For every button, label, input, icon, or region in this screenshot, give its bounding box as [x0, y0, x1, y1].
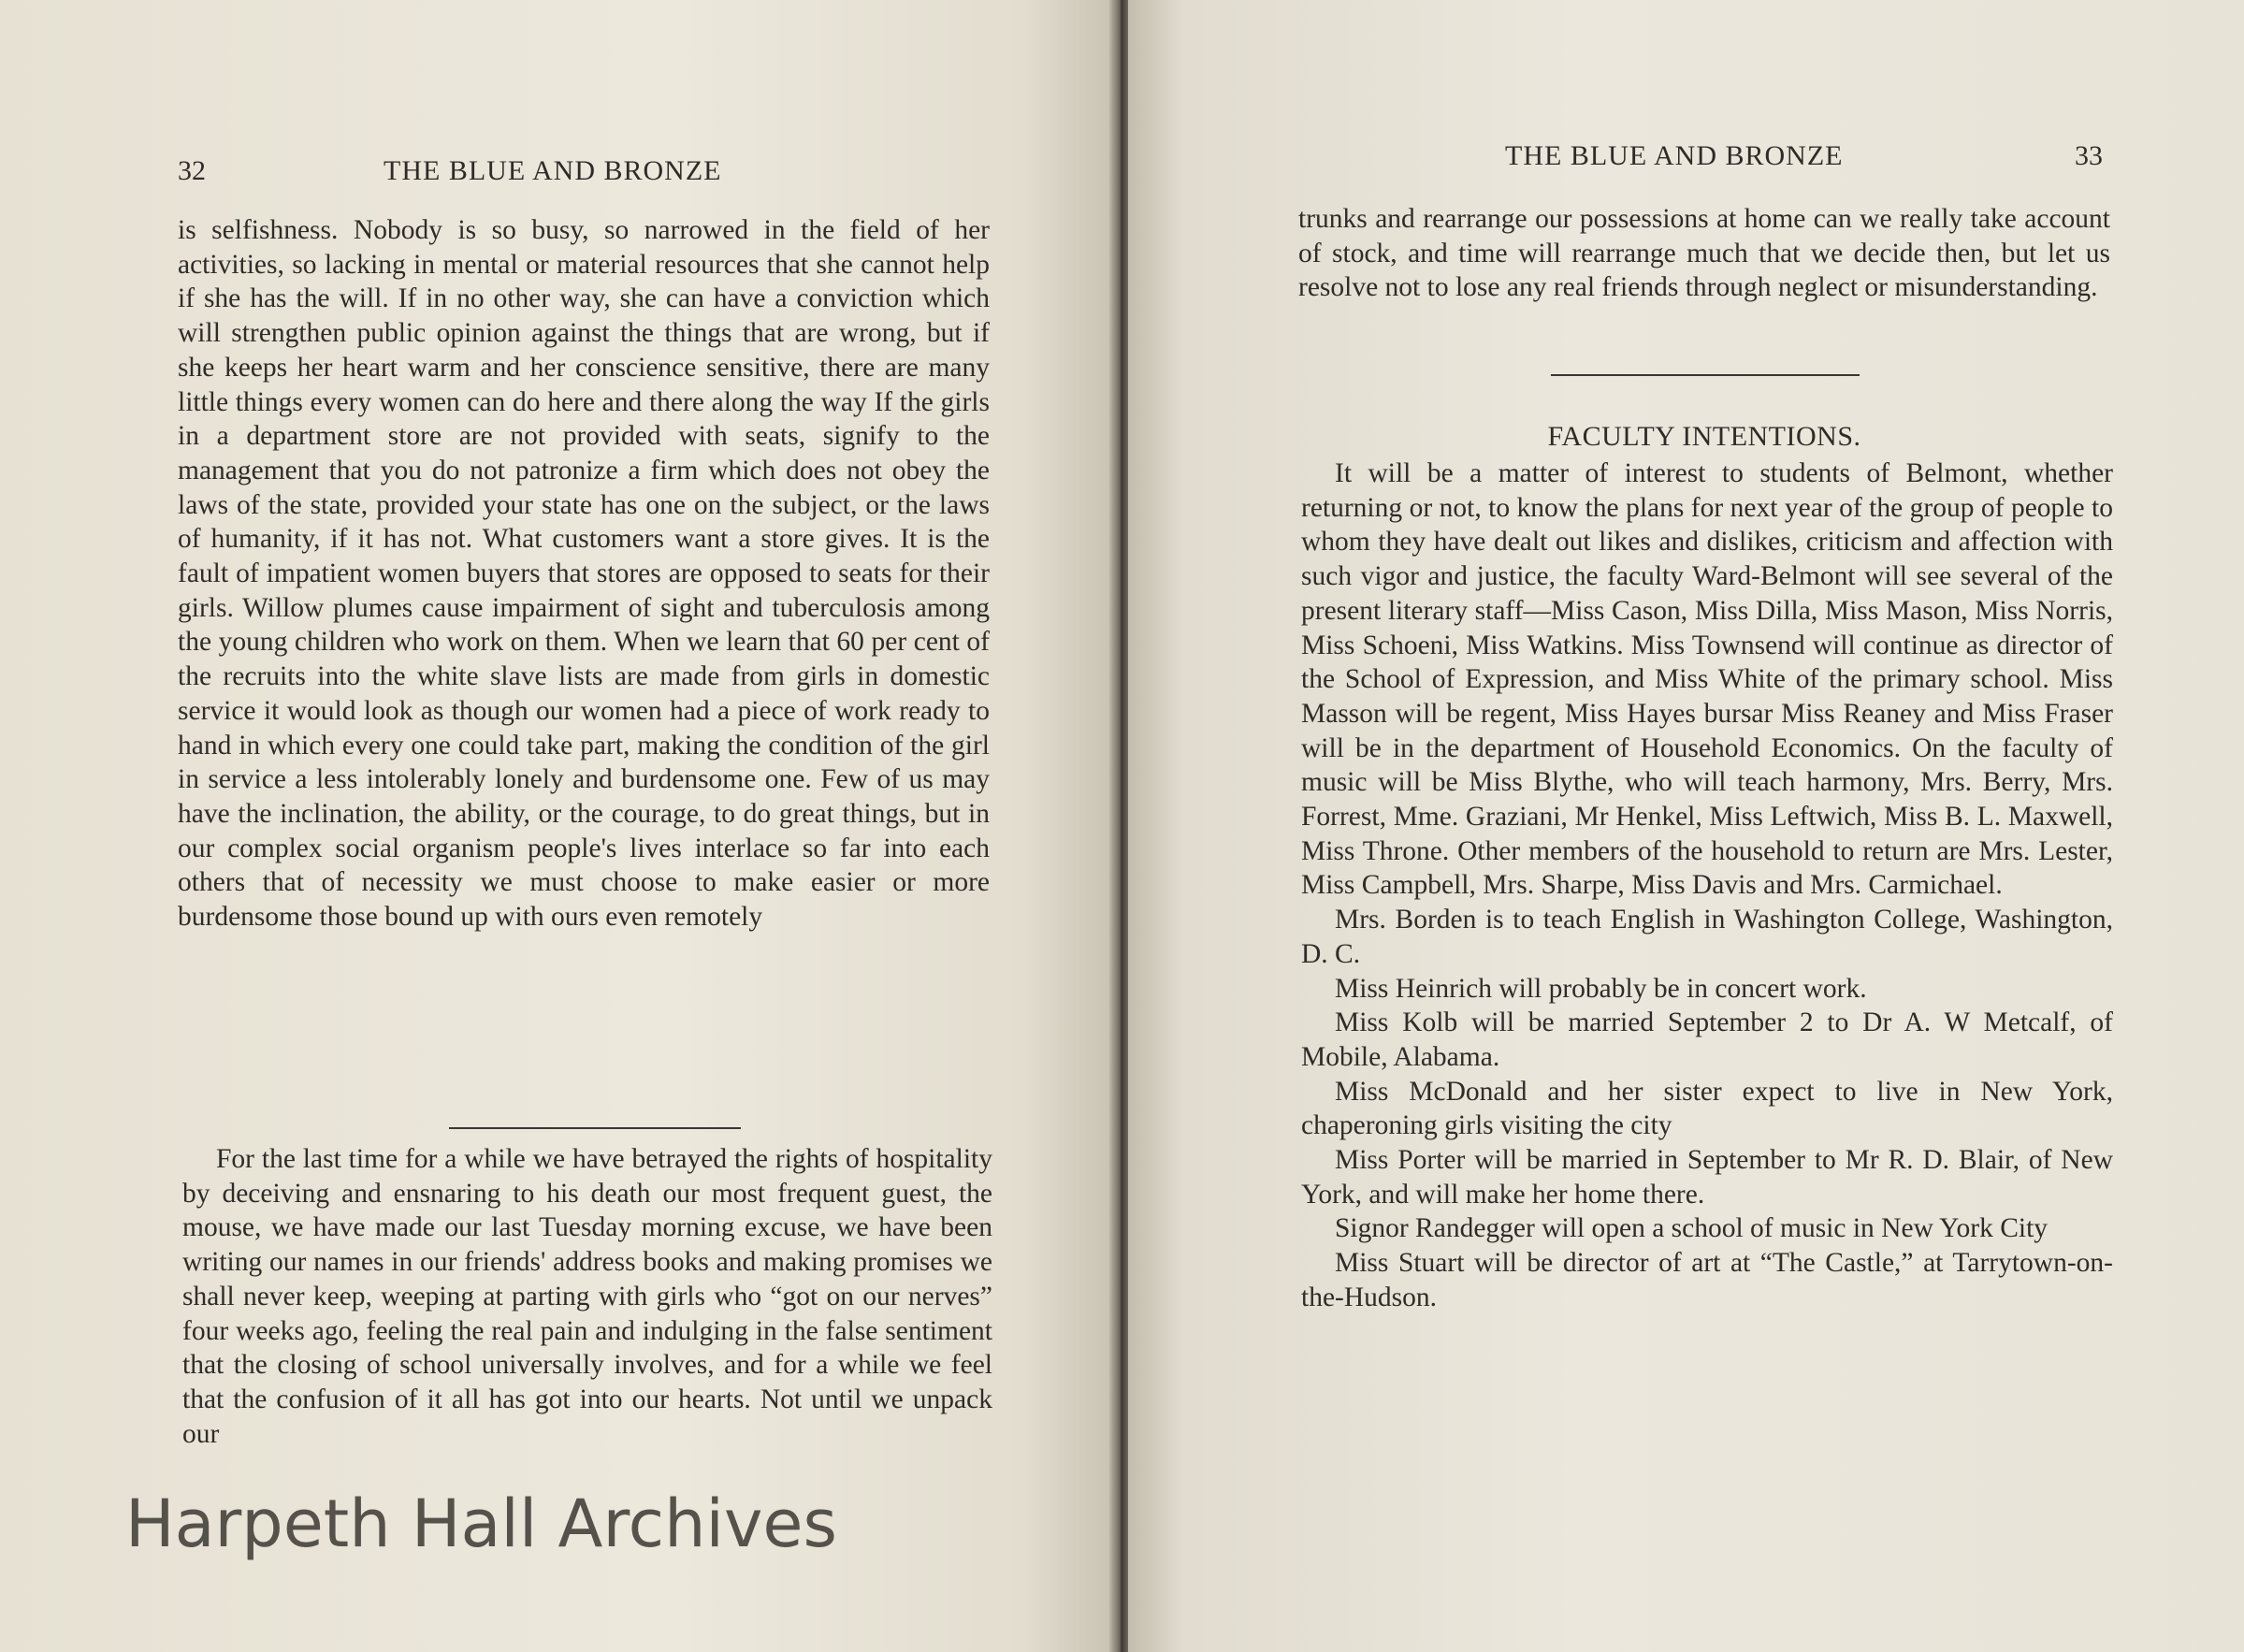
left-page	[0, 0, 1113, 1652]
right-continuation-text	[1298, 202, 2110, 305]
section-divider-right	[1551, 374, 1860, 376]
running-head-left: THE BLUE AND BRONZE	[384, 155, 722, 186]
paragraph-mcdonald: Miss McDonald and her sister expect to live in New York, chaperoning girls visiting the city	[1301, 1076, 2113, 1141]
paragraph-borden: Mrs. Borden is to teach English in Washington College, Washington, D. C.	[1301, 905, 2113, 969]
left-body-text	[178, 213, 990, 935]
paragraph-stuart: Miss Stuart will be director of art at “The Castle,” at Tarrytown-on-the-Hudson.	[1301, 1248, 2113, 1312]
left-closing-text	[182, 1142, 992, 1451]
paragraph-porter: Miss Porter will be married in September to Mr R. D. Blair, of New York, and will make her home there.	[1301, 1145, 2113, 1210]
paragraph-faculty-plans: It will be a matter of interest to students of Belmont, whether returning or not, to know the plans for next year of the group of people to whom they have dealt out likes and dislikes, criticism and affection with such vigor and justice, the faculty Ward-Belmont will see several of the present literary staff—Miss Cason, Miss Dilla, Miss Mason, Miss Norris, Miss Schoeni, Miss Watkins. Miss Townsend will continue as director of the School of Expression, and Miss White of the primary school. Miss Masson will be regent, Miss Hayes bursar Miss Reaney and Miss Fraser will be in the department of Household Economics. On the faculty of music will be Miss Blythe, who will teach harmony, Mrs. Berry, Mrs. Forrest, Mme. Graziani, Mr Henkel, Miss Leftwich, Miss B. L. Maxwell, Miss Throne. Other members of the household to return are Mrs. Lester, Miss Campbell, Mrs. Sharpe, Miss Davis and Mrs. Carmichael.	[1301, 458, 2113, 901]
paragraph-trunks: trunks and rearrange our possessions at home can we really take account of stock, and time will rearrange much that we decide then, but let us resolve not to lose any real friends through neglect or misunderstanding.	[1298, 204, 2110, 303]
paragraph-heinrich: Miss Heinrich will probably be in concert work.	[1335, 973, 1867, 1004]
archive-watermark: Harpeth Hall Archives	[125, 1485, 837, 1562]
paragraph-selfishness: is selfishness. Nobody is so busy, so narrowed in the field of her activities, so lacking in mental or material resources that she cannot help if she has the will. If in no other way, she can have a conviction which will strengthen public opinion against the things that are wrong, but if she keeps her heart warm and her conscience sensitive, there are many little things every women can do here and there along the way If the girls in a department store are not provided with seats, signify to the management that you do not patronize a firm which does not obey the laws of the state, provided your state has one on the subject, or the laws of humanity, if it has not. What customers want a store gives. It is the fault of impatient women buyers that stores are opposed to seats for their girls. Willow plumes cause impairment of sight and tuberculosis among the young children who work on them. When we learn that 60 per cent of the recruits into the white slave lists are made from girls in domestic service it would look as though our women had a piece of work ready to hand in which every one could take part, making the condition of the girl in service a less intolerably lonely and burdensome one. Few of us may have the inclination, the ability, or the courage, to do great things, but in our complex social organism people's lives interlace so far into each others that of necessity we must choose to make easier or more burdensome those bound up with ours even remotely	[178, 215, 990, 933]
running-head-right: THE BLUE AND BRONZE	[1505, 140, 1844, 171]
paragraph-last-time: For the last time for a while we have betrayed the rights of hospitality by deceiving and ensnaring to his death our most frequent guest, the mouse, we have made our last Tuesday morning excuse, we have been writing our names in our friends' address books and making promises we shall never keep, weeping at parting with girls who “got on our nerves” four weeks ago, feeling the real pain and indulging in the false sentiment that the closing of school universally involves, and for a while we feel that the confusion of it all has got into our hearts. Not until we unpack our	[182, 1144, 992, 1449]
faculty-text	[1301, 456, 2113, 1315]
paragraph-randegger: Signor Randegger will open a school of music in New York City	[1335, 1213, 2049, 1244]
page-number-left: 32	[178, 155, 206, 186]
page-number-right: 33	[2075, 140, 2103, 171]
paragraph-kolb: Miss Kolb will be married September 2 to Dr A. W Metcalf, of Mobile, Alabama.	[1301, 1007, 2113, 1072]
faculty-intentions-title: FACULTY INTENTIONS.	[1547, 421, 1861, 452]
section-divider	[449, 1127, 741, 1129]
right-page	[1128, 0, 2244, 1652]
